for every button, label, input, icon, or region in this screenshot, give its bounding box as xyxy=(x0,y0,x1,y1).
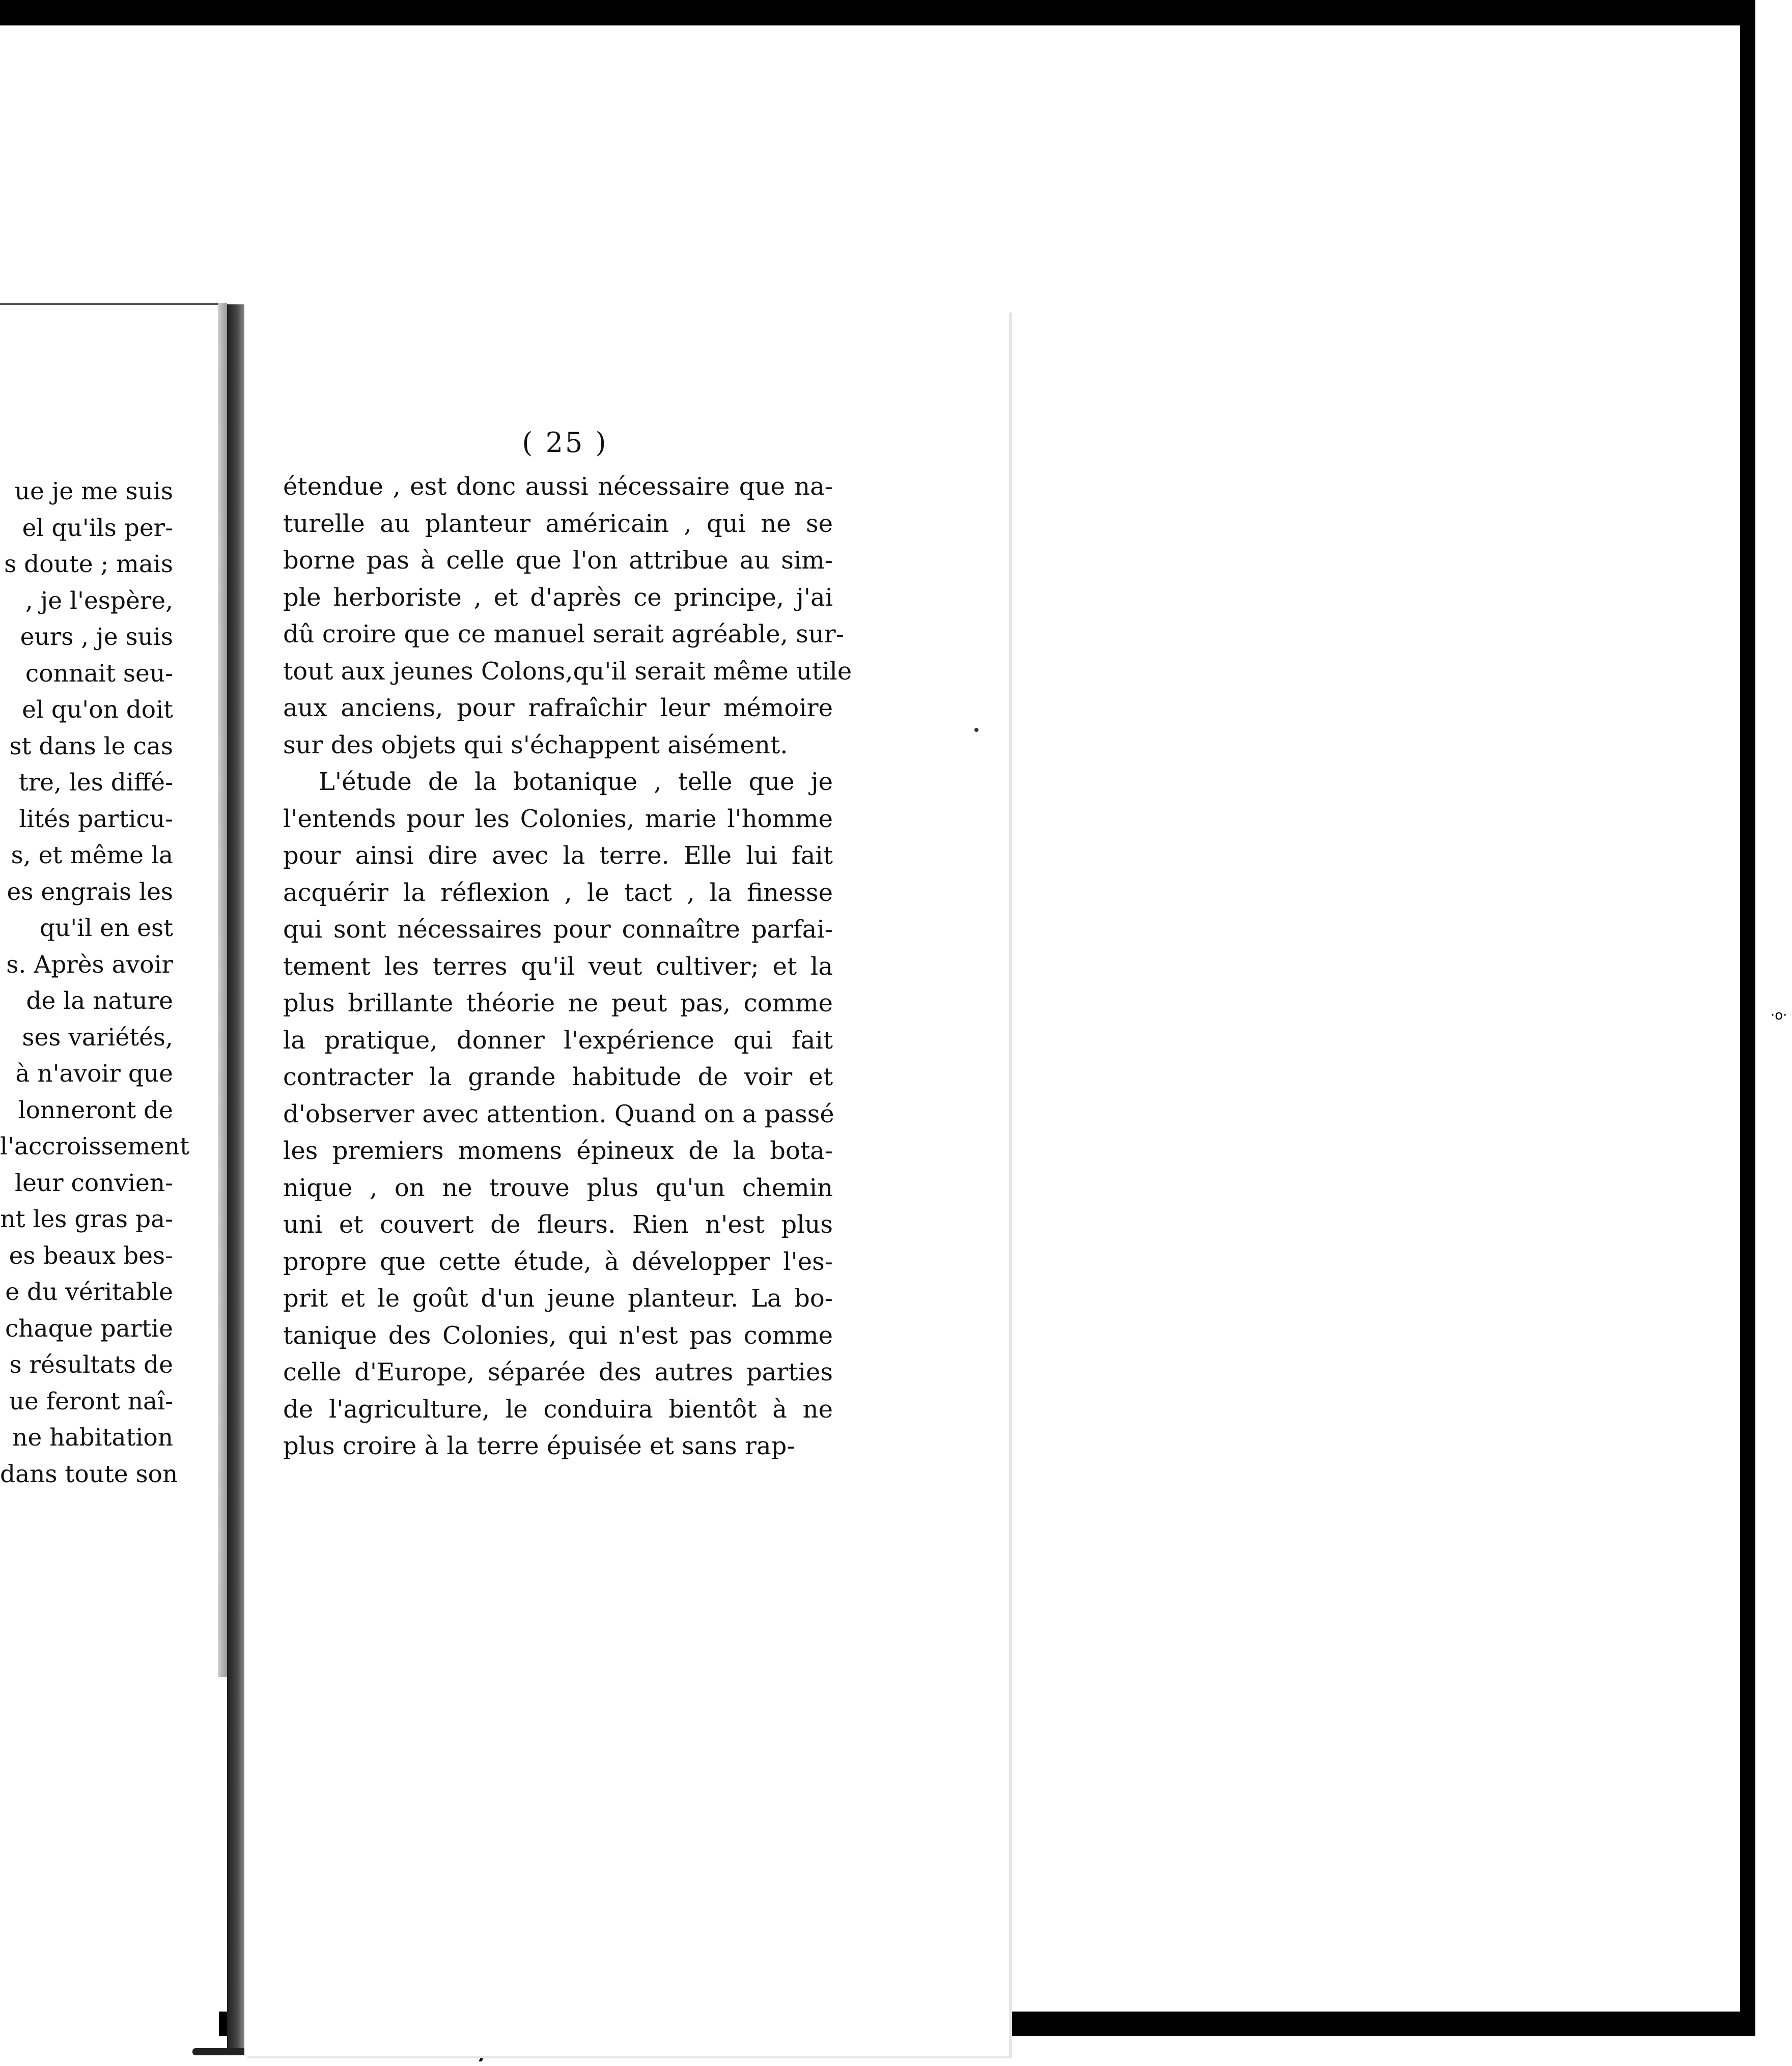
body-line: sur des objets qui s'échappent aisément. xyxy=(283,730,788,759)
body-line: étendue , est donc aussi nécessaire que na- xyxy=(283,472,833,501)
body-line: la pratique, donner l'expérience qui fait xyxy=(283,1026,833,1055)
body-line: borne pas à celle que l'on attribue au sim- xyxy=(283,546,833,575)
left-page-line: es engrais les xyxy=(7,878,173,906)
left-page-line: lonneront de xyxy=(18,1096,173,1124)
body-line: plus brillante théorie ne peut pas, comme xyxy=(283,989,833,1017)
body-line: uni et couvert de fleurs. Rien n'est plus xyxy=(283,1210,833,1239)
left-page-line: à n'avoir que xyxy=(15,1060,173,1088)
body-line: prit et le goût d'un jeune planteur. La bo- xyxy=(283,1284,833,1313)
left-page-line: el qu'on doit xyxy=(22,696,173,724)
body-line: les premiers momens épineux de la bota- xyxy=(283,1137,833,1165)
book-spine xyxy=(227,304,244,2050)
left-page-line: de la nature xyxy=(26,987,173,1015)
body-line: acquérir la réflexion , le tact , la finesse xyxy=(283,878,833,907)
left-page-line: ue feront naî- xyxy=(9,1387,173,1416)
body-line: d'observer avec attention. Quand on a passé xyxy=(283,1099,834,1128)
left-page-line: el qu'ils per- xyxy=(22,514,173,542)
body-line: tout aux jeunes Colons,qu'il serait même utile xyxy=(283,657,852,686)
page-body-text xyxy=(283,468,852,1465)
left-page-line: l'accroissement xyxy=(0,1133,190,1161)
body-line: aux anciens, pour rafraîchir leur mémoire xyxy=(283,694,833,722)
body-line: tanique des Colonies, qui n'est pas comme xyxy=(283,1321,833,1350)
scan-frame-right-margin xyxy=(1755,0,1792,2064)
left-page-line: qu'il en est xyxy=(39,914,173,942)
body-line: plus croire à la terre épuisée et sans rap- xyxy=(283,1432,795,1460)
body-line: propre que cette étude, à développer l'es- xyxy=(283,1247,833,1276)
edge-mark: ·o· xyxy=(1771,1008,1787,1023)
body-line: tement les terres qu'il veut cultiver; et la xyxy=(283,952,833,981)
left-page-line: leur convien- xyxy=(15,1169,173,1197)
left-page-line: ue je me suis xyxy=(14,477,173,505)
left-page-line: ne habitation xyxy=(12,1424,173,1452)
left-page-text xyxy=(0,473,190,1492)
body-line: nique , on ne trouve plus qu'un chemin xyxy=(283,1173,833,1202)
left-page-line: st dans le cas xyxy=(9,732,173,760)
ink-speck xyxy=(974,728,978,732)
scan-frame-top xyxy=(0,0,1792,25)
body-line: l'entends pour les Colonies, marie l'homme xyxy=(283,804,833,833)
body-line: pour ainsi dire avec la terre. Elle lui fait xyxy=(283,841,833,870)
body-line: celle d'Europe, séparée des autres parties xyxy=(283,1358,833,1386)
left-page-line: s résultats de xyxy=(9,1351,173,1379)
left-page-line: nt les gras pa- xyxy=(0,1205,173,1233)
body-line: de l'agriculture, le conduira bientôt à ne xyxy=(283,1395,833,1424)
left-page-line: eurs , je suis xyxy=(20,623,173,651)
left-page-line: s. Après avoir xyxy=(6,950,173,979)
body-line: turelle au planteur américain , qui ne se xyxy=(283,509,833,538)
left-page-line: e du véritable xyxy=(5,1278,173,1306)
left-page-line: chaque partie xyxy=(5,1314,173,1343)
left-page-line: lités particu- xyxy=(19,805,173,833)
left-page-line: connait seu- xyxy=(25,659,173,688)
page-number: ( 25 ) xyxy=(522,427,608,459)
left-page-line: es beaux bes- xyxy=(9,1241,173,1270)
scan-frame-right xyxy=(1740,25,1755,2036)
left-page-line: tre, les diffé- xyxy=(18,769,173,797)
left-page-line: dans toute son xyxy=(0,1460,178,1488)
left-page-line: ses variétés, xyxy=(22,1023,173,1052)
scan-frame-top-margin xyxy=(0,25,1741,41)
left-page-line: , je l'espère, xyxy=(25,586,173,615)
body-line: ple herboriste , et d'après ce principe, j'ai xyxy=(283,583,833,612)
left-page-line: s doute ; mais xyxy=(4,550,173,578)
left-page-edge-shadow xyxy=(218,303,227,1677)
left-page-line: s, et même la xyxy=(11,841,173,869)
body-line: qui sont nécessaires pour connaître parfai- xyxy=(283,915,833,944)
body-line: L'étude de la botanique , telle que je xyxy=(319,768,833,796)
body-line: dû croire que ce manuel serait agréable, sur- xyxy=(283,620,844,648)
body-line: contracter la grande habitude de voir et xyxy=(283,1063,833,1091)
